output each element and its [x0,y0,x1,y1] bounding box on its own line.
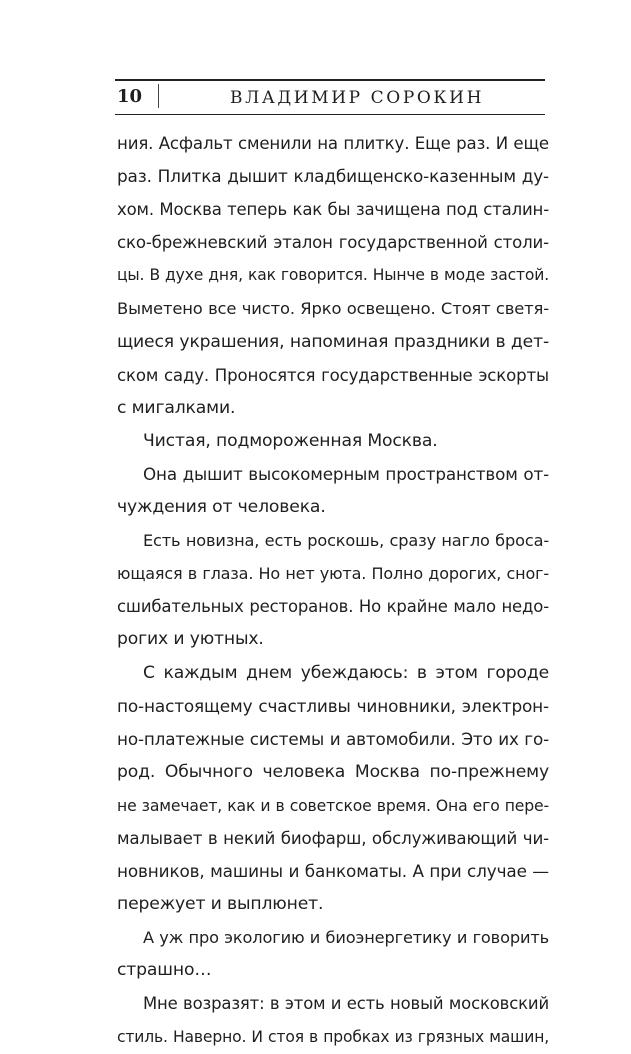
page-number: 10 [117,86,143,107]
text-line: цы. В духе дня, как говорится. Нынче в моде застой. [117,266,549,285]
text-line: щиеся украшения, напоминая праздники в дет- [117,331,549,352]
body-text [117,127,549,1054]
header-top-rule [115,79,545,81]
text-line: ния. Асфальт сменили на плитку. Еще раз. И еще [117,134,549,153]
text-line: чуждения от человека. [117,497,326,518]
text-line: Чистая, подмороженная Москва. [143,430,438,451]
running-header [115,79,545,115]
text-line: стиль. Наверно. И стоя в пробках из грязных машин, [117,1027,549,1046]
text-line: раз. Плитка дышит кладбищенско-казенным ду- [117,166,549,187]
text-line: ско-брежневский эталон государственной столи- [117,233,549,253]
text-line: С каждым днем убеждаюсь: в этом городе [143,662,549,683]
header-separator [158,84,159,108]
text-line: хом. Москва теперь как бы зачищена под сталин- [117,200,549,220]
text-line: Мне возразят: в этом и есть новый московский [143,994,549,1014]
text-line: Выметено все чисто. Ярко освещено. Стоят светя- [117,299,549,319]
text-line: рогих и уютных. [117,629,264,650]
text-line: новников, машины и банкоматы. А при случае — [117,861,549,882]
text-line: ющаяся в глаза. Но нет уюта. Полно дорогих, сног- [117,564,549,584]
text-line: по-настоящему счастливы чиновники, электрон- [117,695,549,716]
text-line: с мигалками. [117,397,236,418]
text-line: род. Обычного человека Москва по-прежнему [117,761,549,782]
text-line: пережует и выплюнет. [117,894,324,915]
text-line: малывает в некий биофарш, обслуживающий чи- [117,828,549,848]
text-line: ском саду. Проносятся государственные эскорты [117,365,549,385]
header-bottom-rule [115,114,545,115]
text-line: не замечает, как и в советское время. Она его пере- [117,795,549,815]
author-name: ВЛАДИМИР СОРОКИН [230,88,485,108]
text-line: страшно… [117,960,212,981]
text-line: сшибательных ресторанов. Но крайне мало недо- [117,597,549,617]
text-line: Она дышит высокомерным пространством от- [143,463,549,484]
text-line: Есть новизна, есть роскошь, сразу нагло броса- [143,531,549,551]
text-line: А уж про экологию и биоэнергетику и говорить [143,928,549,948]
text-line: но-платежные системы и автомобили. Это их го- [117,728,549,749]
